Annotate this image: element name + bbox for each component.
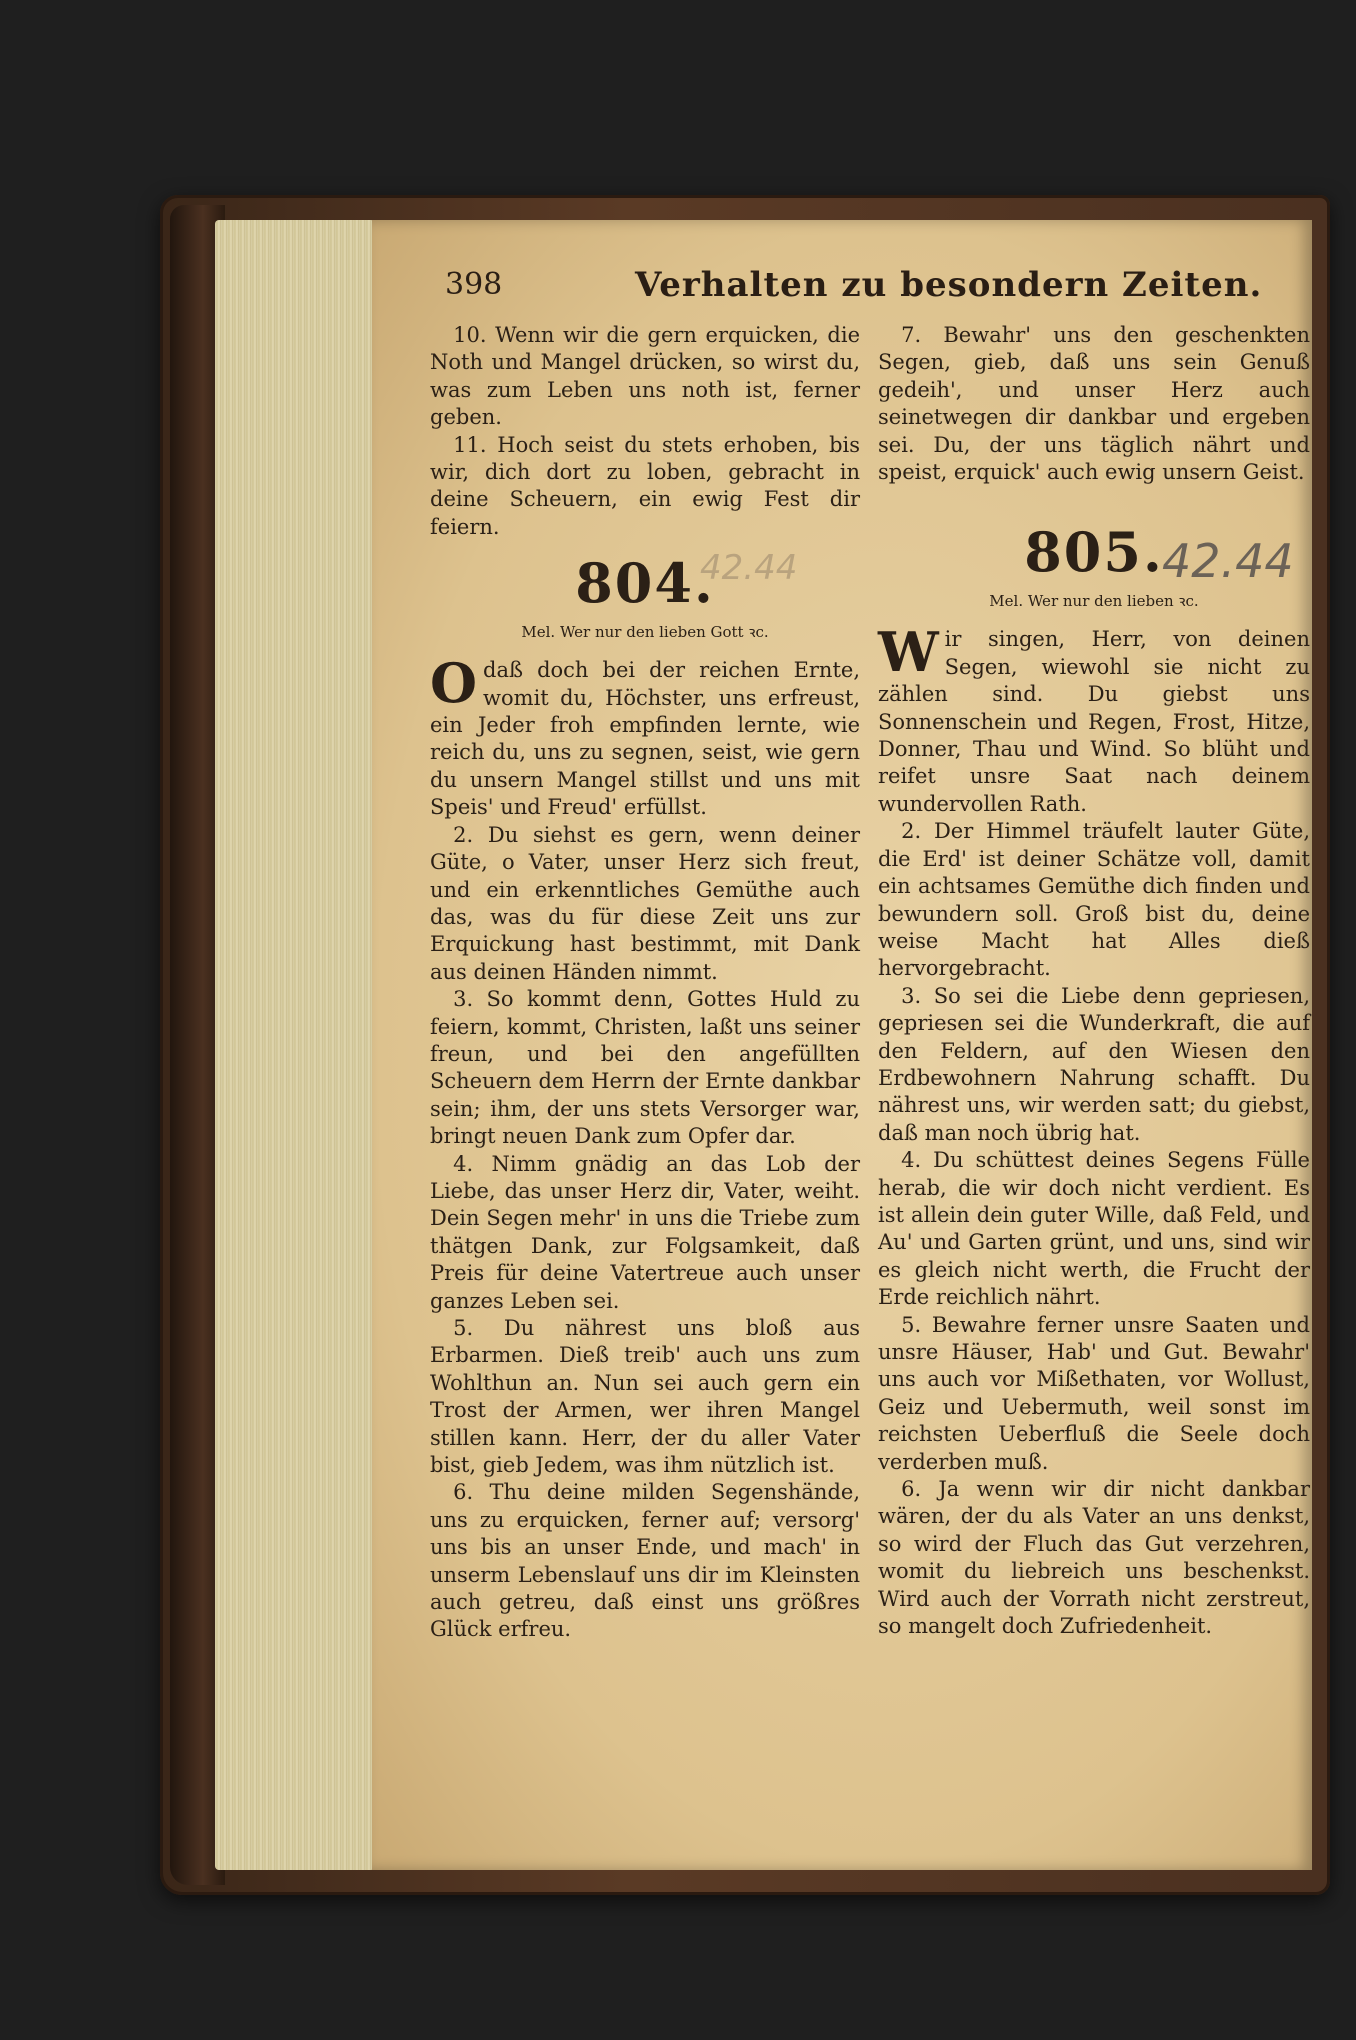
verse: 5. Du nährest uns bloß aus Erbarmen. Dieß treib' auch uns zum Wohlthun an. Nun sei auch gern ein Trost der Armen, wer ihren Mangel stillen kann. Herr, der du aller Vater bist, gieb Jedem, was ihm nützlich ist. bbox=[430, 1316, 860, 1478]
verse: 6. Thu deine milden Segenshände, uns zu erquicken, ferner auf; versorg' uns bis an unser Ende, und mach' in unserm Lebenslauf uns dir im Kleinsten auch getreu, daß einst uns größres Glück erfreu. bbox=[430, 1480, 860, 1642]
verse: 3. So kommt denn, Gottes Huld zu feiern, kommt, Christen, laßt uns seiner freun, und bei den angefüllten Scheuern dem Herrn der Ernte dankbar sein; ihm, der uns stets Versorger war, bringt neuen Dank zum Opfer dar. bbox=[430, 987, 860, 1149]
verse: 5. Bewahre ferner unsre Saaten und unsre Häuser, Hab' und Gut. Bewahr' uns auch vor Mißethaten, vor Wollust, Geiz und Uebermuth, weil sonst im reichsten Ueberfluß die Seele doch verderben muß. bbox=[878, 1312, 1310, 1474]
first-verse-text: daß doch bei der reichen Ernte, womit du, Höchster, uns erfreust, ein Jeder froh empfinden lernte, wie reich du, uns zu segnen, seist, wie gern du unsern Mangel stillst und uns mit Speis' und Freud' erfüllst. bbox=[430, 658, 860, 820]
verse: 6. Ja wenn wir dir nicht dankbar wären, der du als Vater an uns denkst, so wird der Fluch das Gut verzehren, womit du liebreich uns beschenkst. Wird auch der Vorrath nicht zerstreut, so mangelt doch Zufriedenheit. bbox=[878, 1477, 1310, 1639]
pencil-note-left: 42.44 bbox=[700, 548, 798, 588]
first-verse-text: ir singen, Herr, von deinen Segen, wiewohl sie nicht zu zählen sind. Du giebst uns Sonnenschein und Regen, Frost, Hitze, Donner, Thau und Wind. So blüht und reifet unsre Saat nach deinem wundervollen Rath. bbox=[878, 627, 1310, 816]
running-title: Verhalten zu besondern Zeiten. bbox=[635, 265, 1263, 305]
melody-line: Mel. Wer nur den lieben ꝛc. bbox=[989, 592, 1199, 611]
dropcap: W bbox=[878, 620, 939, 685]
verse: 10. Wenn wir die gern erquicken, die Noth und Mangel drücken, so wirst du, was zum Leben uns noth ist, ferner geben. bbox=[430, 323, 860, 430]
page-header bbox=[445, 265, 1275, 315]
right-column bbox=[878, 322, 1310, 1640]
page-edges bbox=[215, 220, 375, 1870]
melody-line: Mel. Wer nur den lieben Gott ꝛc. bbox=[521, 623, 769, 642]
left-column bbox=[430, 322, 860, 1644]
hymn-number: 804. bbox=[575, 551, 715, 616]
verse: 3. So sei die Liebe denn gepriesen, gepriesen sei die Wunderkraft, die auf den Feldern, auf den Wiesen den Erdbewohnern Nahrung schafft. Du nährest uns, wir werden satt; du giebst, daß man noch übrig hat. bbox=[878, 983, 1310, 1145]
first-verse bbox=[430, 651, 860, 821]
first-verse bbox=[878, 620, 1310, 818]
hymn-number: 805. bbox=[1024, 520, 1164, 585]
verse: 2. Du siehst es gern, wenn deiner Güte, o Vater, unser Herz sich freut, und ein erkenntliches Gemüthe auch das, was du für diese Zeit uns zur Erquickung hast bestimmt, mit Dank aus deinen Händen nimmt. bbox=[430, 822, 860, 984]
verse: 4. Nimm gnädig an das Lob der Liebe, das unser Herz dir, Vater, weiht. Dein Segen mehr' in uns die Triebe zum thätgen Dank, zur Folgsamkeit, daß Preis für deine Vatertreue auch unser ganzes Leben sei. bbox=[430, 1151, 860, 1313]
page-number: 398 bbox=[445, 267, 503, 302]
verse: 4. Du schüttest deines Segens Fülle herab, die wir doch nicht verdient. Es ist allein dein guter Wille, daß Feld, und Au' und Garten grünt, und uns, sind wir es gleich nicht werth, die Frucht der Erde reichlich nährt. bbox=[878, 1148, 1310, 1310]
verse: 2. Der Himmel träufelt lauter Güte, die Erd' ist deiner Schätze voll, damit ein achtsames Gemüthe dich finden und bewundern soll. Groß bist du, deine weise Macht hat Alles dieß hervorgebracht. bbox=[878, 819, 1310, 981]
pencil-note-right: 42.44 bbox=[1162, 534, 1294, 588]
verse: 11. Hoch seist du stets erhoben, bis wir, dich dort zu loben, gebracht in deine Scheuern, ein ewig Fest dir feiern. bbox=[430, 432, 860, 539]
verse: 7. Bewahr' uns den geschenkten Segen, gieb, daß uns sein Genuß gedeih', und unser Herz auch seinetwegen dir dankbar und ergeben sei. Du, der uns täglich nährt und speist, erquick' auch ewig unsern Geist. bbox=[878, 323, 1310, 485]
dropcap: O bbox=[430, 651, 478, 716]
